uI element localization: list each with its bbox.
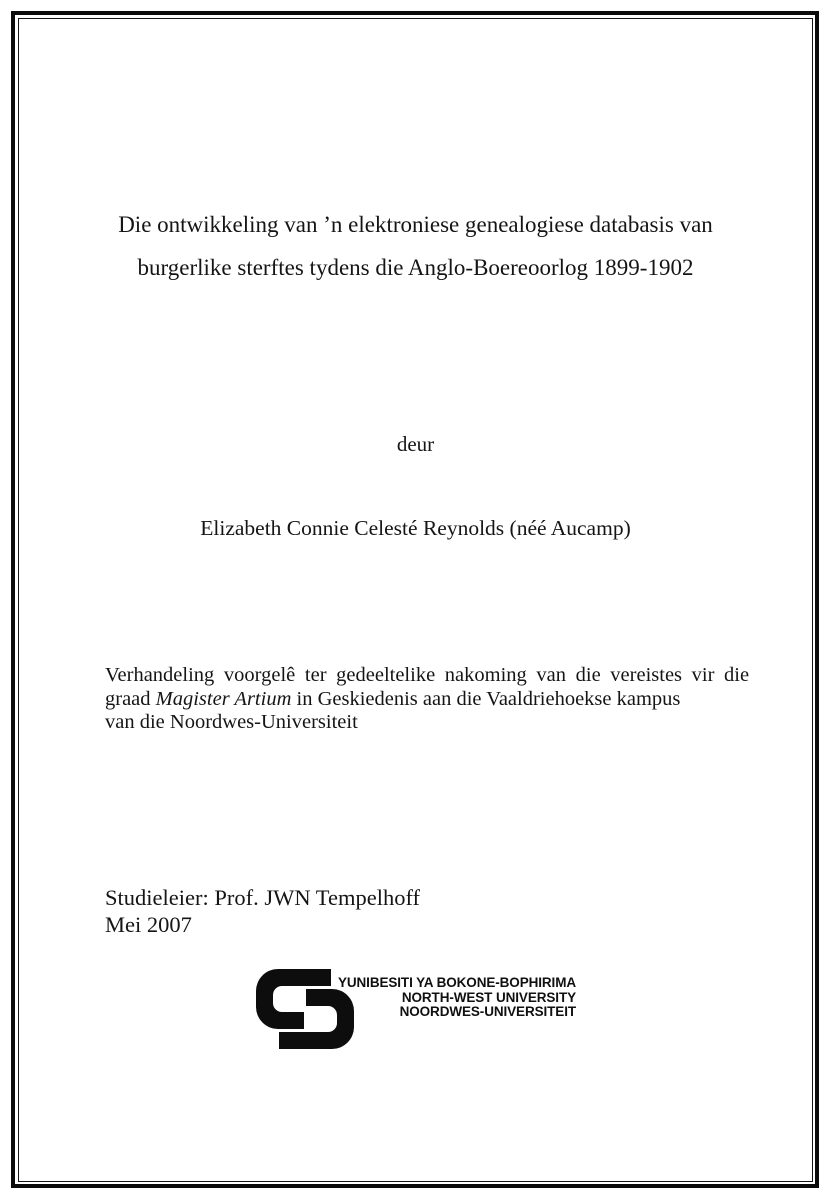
statement-line-2: [105, 688, 773, 712]
title-line-1: Die ontwikkeling van ’n elektroniese genealogiese databasis van: [118, 212, 713, 237]
supervisor-line: Studieleier: Prof. JWN Tempelhoff: [105, 885, 421, 910]
byline-label: deur: [396, 432, 435, 456]
title-line-2: burgerlike sterftes tydens die Anglo-Boereoorlog 1899-1902: [137, 255, 694, 280]
university-logo: [256, 966, 576, 1060]
author-name: Elizabeth Connie Celesté Reynolds (néé Aucamp): [200, 516, 631, 540]
date-line: Mei 2007: [105, 912, 192, 937]
logo-line-1: YUNIBESITI YA BOKONE-BOPHIRIMA: [337, 975, 576, 990]
statement-line-2-prefix: graad: [105, 687, 156, 710]
statement-line-3: van die Noordwes-Universiteit: [105, 711, 358, 733]
logo-line-2: NORTH-WEST UNIVERSITY: [401, 989, 576, 1005]
statement-line-1: Verhandeling voorgelê ter gedeeltelike nakoming van die vereistes vir die: [105, 664, 750, 686]
logo-line-3: NOORDWES-UNIVERSITEIT: [399, 1004, 576, 1019]
degree-name: Magister Artium: [155, 687, 292, 710]
submission-statement: [105, 664, 773, 735]
statement-line-2-suffix: in Geskiedenis aan die Vaaldriehoekse kampus: [291, 687, 681, 710]
thesis-title: [0, 203, 831, 289]
logo-wordmark: [338, 976, 576, 1020]
supervisor-and-date: [105, 884, 420, 938]
